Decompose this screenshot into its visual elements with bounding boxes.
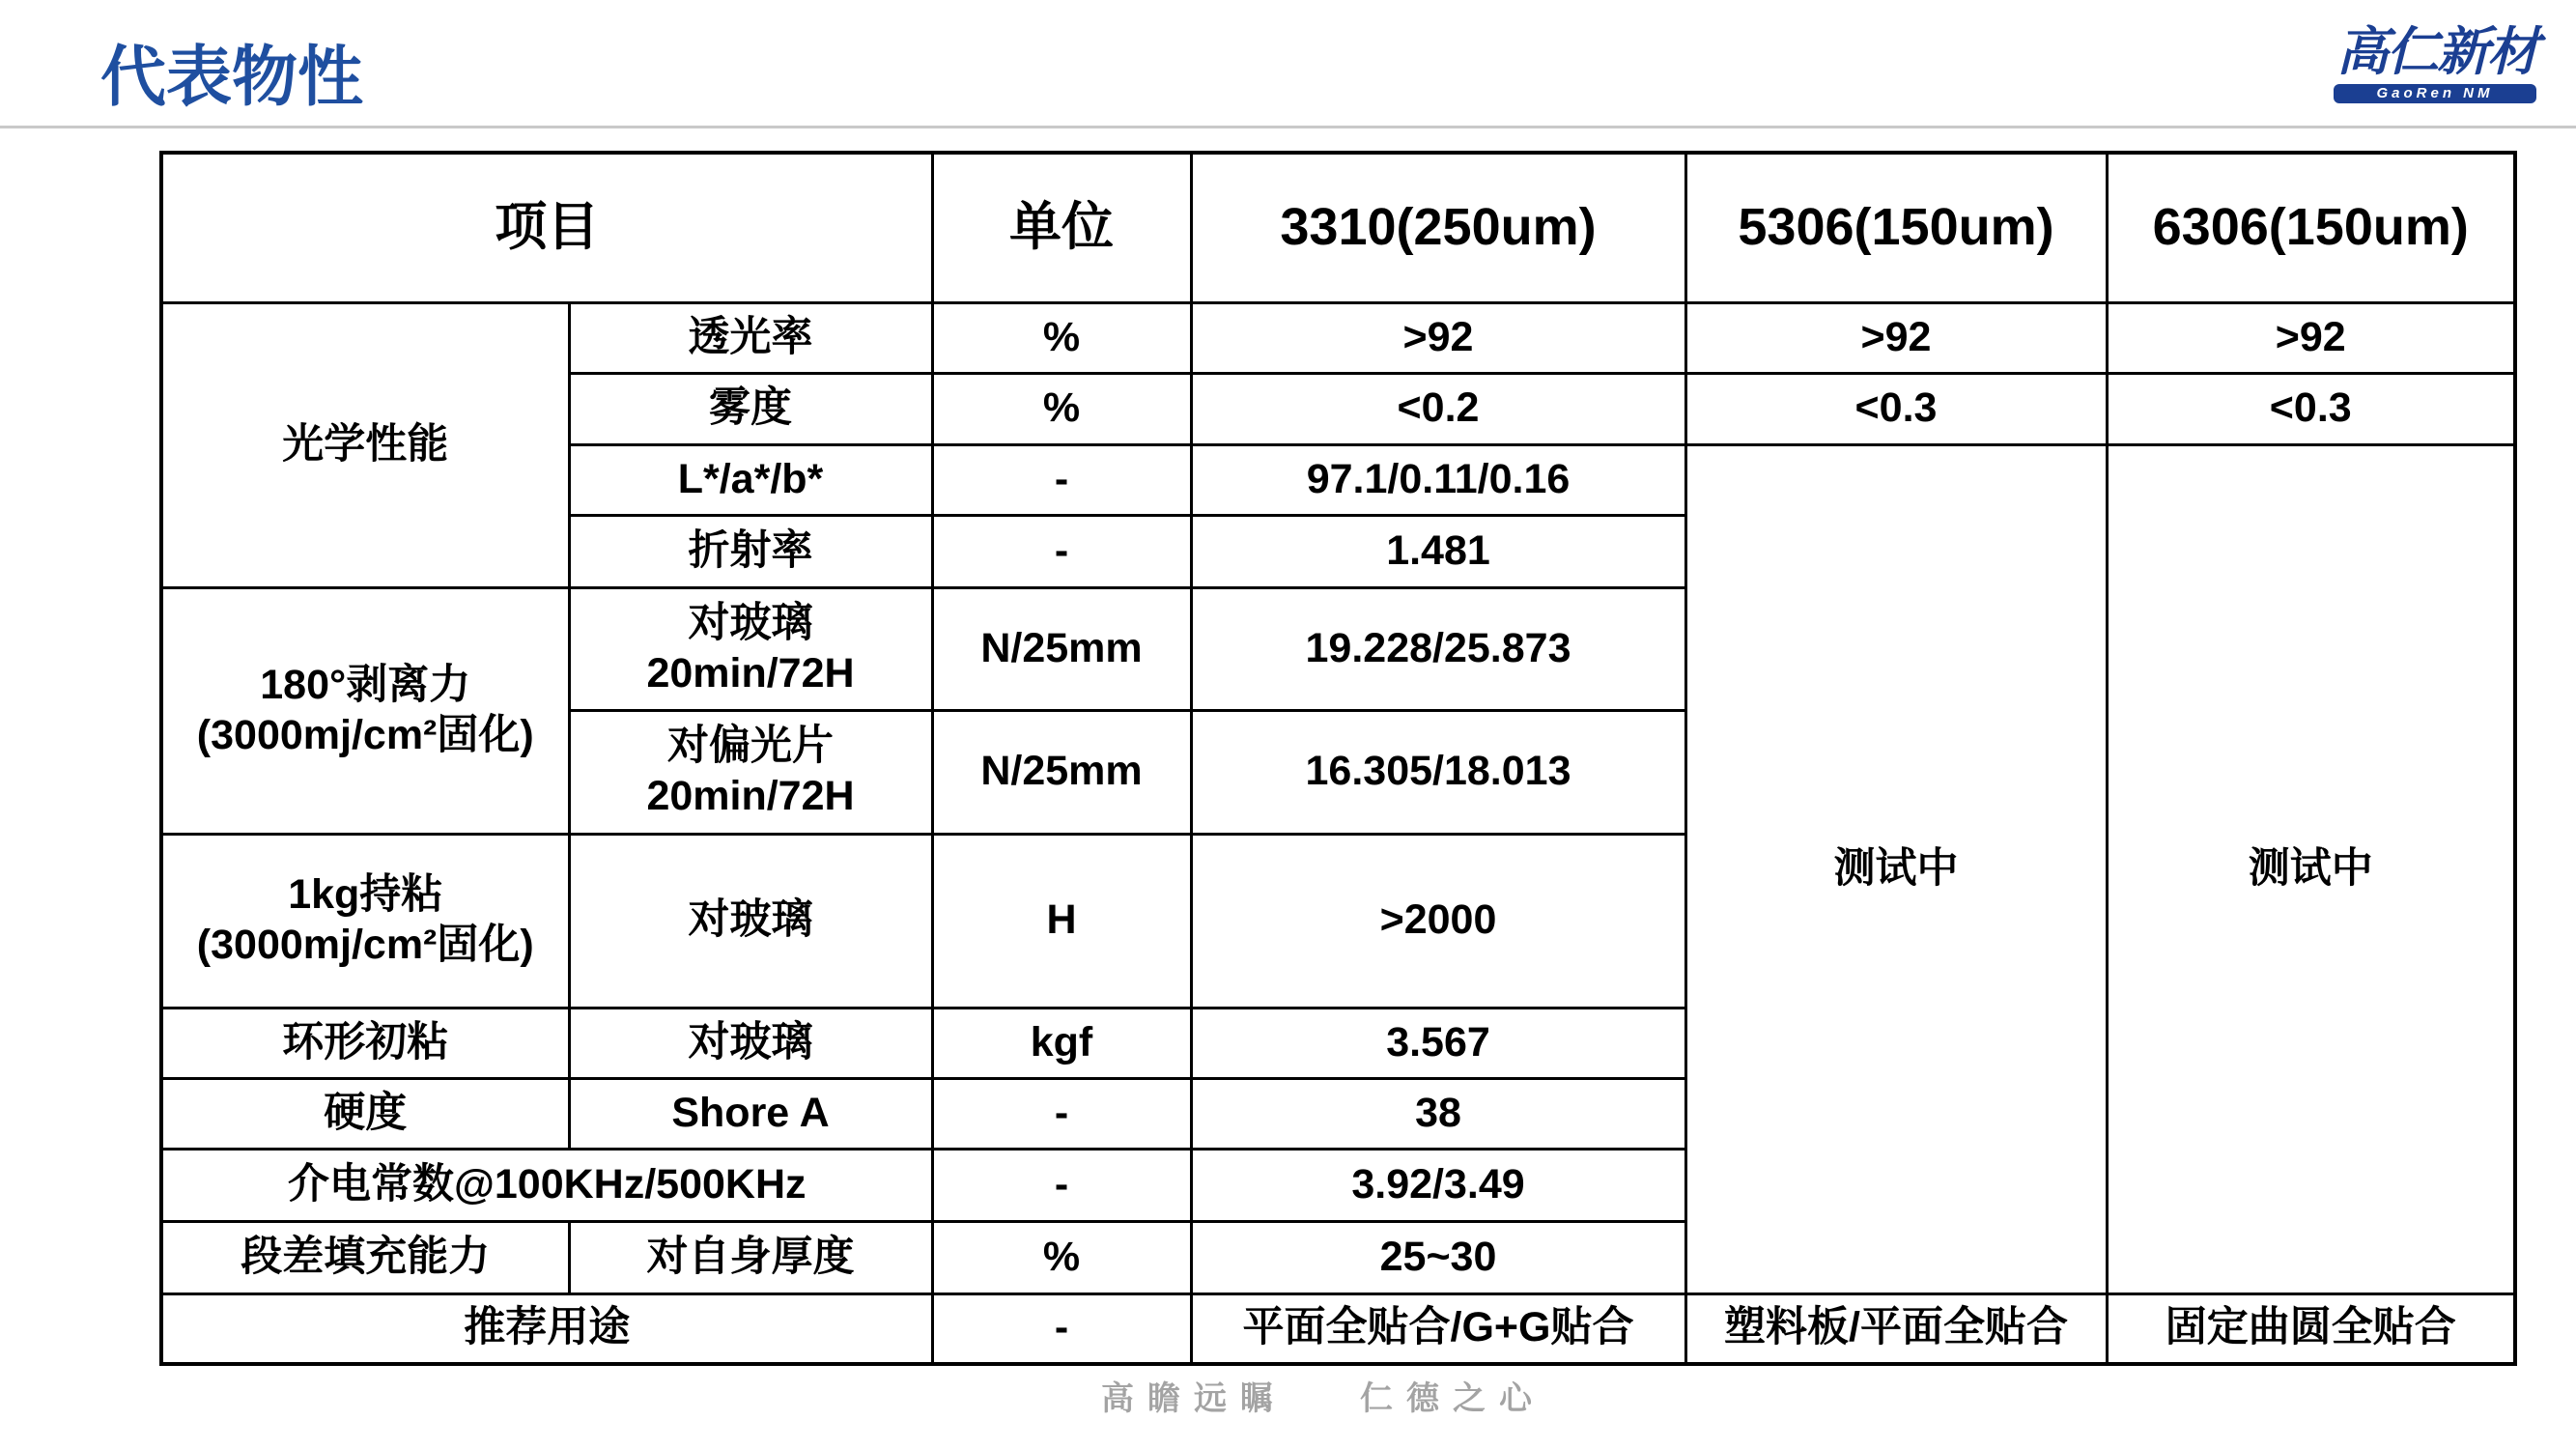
item-hold: 对玻璃: [569, 834, 932, 1008]
value-3310-peel-polarizer: 16.305/18.013: [1191, 710, 1685, 834]
group-usage: 推荐用途: [161, 1293, 932, 1364]
item-haze: 雾度: [569, 373, 932, 444]
item-peel-polarizer-line-2: 20min/72H: [646, 773, 855, 819]
unit-dielectric: -: [932, 1149, 1191, 1221]
group-dielectric: 介电常数@100KHz/500KHz: [161, 1149, 932, 1221]
table-row-usage: [161, 1293, 2515, 1364]
group-hardness: 硬度: [161, 1078, 569, 1149]
brand-logo-name: 高仁新材: [2336, 23, 2537, 81]
unit-peel-polarizer: N/25mm: [932, 710, 1191, 834]
footer-slogan-right: 仁德之心: [1360, 1380, 1545, 1417]
value-6306-haze: <0.3: [2107, 373, 2515, 444]
value-3310-hardness: 38: [1191, 1078, 1685, 1149]
properties-table: [159, 151, 2517, 1366]
group-loop-tack: 环形初粘: [161, 1008, 569, 1078]
item-loop-tack: 对玻璃: [569, 1008, 932, 1078]
brand-logo: [2330, 23, 2544, 106]
value-3310-dielectric: 3.92/3.49: [1191, 1149, 1685, 1221]
unit-transmittance: %: [932, 302, 1191, 373]
value-3310-step-fill: 25~30: [1191, 1221, 1685, 1293]
table-header-row: [161, 153, 2515, 302]
item-transmittance: 透光率: [569, 302, 932, 373]
group-hold-line-2: (3000mj/cm²固化): [196, 922, 534, 968]
value-3310-usage: 平面全贴合/G+G贴合: [1191, 1293, 1685, 1364]
group-hold: [161, 834, 569, 1008]
header-unit: 单位: [932, 153, 1191, 302]
value-6306-usage: 固定曲圆全贴合: [2107, 1293, 2515, 1364]
header-divider: [0, 126, 2576, 128]
value-3310-loop-tack: 3.567: [1191, 1008, 1685, 1078]
value-6306-transmittance: >92: [2107, 302, 2515, 373]
header-product-3310: 3310(250um): [1191, 153, 1685, 302]
unit-refractive: -: [932, 515, 1191, 587]
value-3310-peel-glass: 19.228/25.873: [1191, 587, 1685, 710]
value-3310-transmittance: >92: [1191, 302, 1685, 373]
item-peel-glass: [569, 587, 932, 710]
value-3310-haze: <0.2: [1191, 373, 1685, 444]
unit-peel-glass: N/25mm: [932, 587, 1191, 710]
footer-slogan-left: 高瞻远瞩: [1101, 1380, 1287, 1417]
brand-logo-subtitle: GaoRen NM: [2334, 84, 2536, 103]
unit-lab: -: [932, 444, 1191, 515]
value-5306-usage: 塑料板/平面全贴合: [1685, 1293, 2107, 1364]
group-step-fill: 段差填充能力: [161, 1221, 569, 1293]
unit-hold: H: [932, 834, 1191, 1008]
value-5306-transmittance: >92: [1685, 302, 2107, 373]
group-hold-line-1: 1kg持粘: [288, 871, 443, 919]
item-peel-glass-line-1: 对玻璃: [688, 599, 813, 646]
item-step-fill: 对自身厚度: [569, 1221, 932, 1293]
header-product-6306: 6306(150um): [2107, 153, 2515, 302]
unit-step-fill: %: [932, 1221, 1191, 1293]
value-5306-testing: 测试中: [1685, 444, 2107, 1293]
value-5306-haze: <0.3: [1685, 373, 2107, 444]
unit-usage: -: [932, 1293, 1191, 1364]
group-optical: 光学性能: [161, 302, 569, 587]
item-peel-polarizer: [569, 710, 932, 834]
header-product-5306: 5306(150um): [1685, 153, 2107, 302]
value-3310-refractive: 1.481: [1191, 515, 1685, 587]
item-hardness: Shore A: [569, 1078, 932, 1149]
unit-hardness: -: [932, 1078, 1191, 1149]
item-lab: L*/a*/b*: [569, 444, 932, 515]
unit-loop-tack: kgf: [932, 1008, 1191, 1078]
item-peel-glass-line-2: 20min/72H: [646, 649, 855, 696]
header-item: 项目: [161, 153, 932, 302]
value-6306-testing: 测试中: [2107, 444, 2515, 1293]
unit-haze: %: [932, 373, 1191, 444]
group-peel-line-2: (3000mj/cm²固化): [196, 711, 534, 758]
item-refractive: 折射率: [569, 515, 932, 587]
group-peel-line-1: 180°剥离力: [260, 661, 471, 708]
value-3310-hold: >2000: [1191, 834, 1685, 1008]
item-peel-polarizer-line-1: 对偏光片: [667, 723, 834, 770]
table-row-transmittance: [161, 302, 2515, 373]
group-peel: [161, 587, 569, 834]
value-3310-lab: 97.1/0.11/0.16: [1191, 444, 1685, 515]
page-title: 代表物性: [100, 41, 364, 114]
